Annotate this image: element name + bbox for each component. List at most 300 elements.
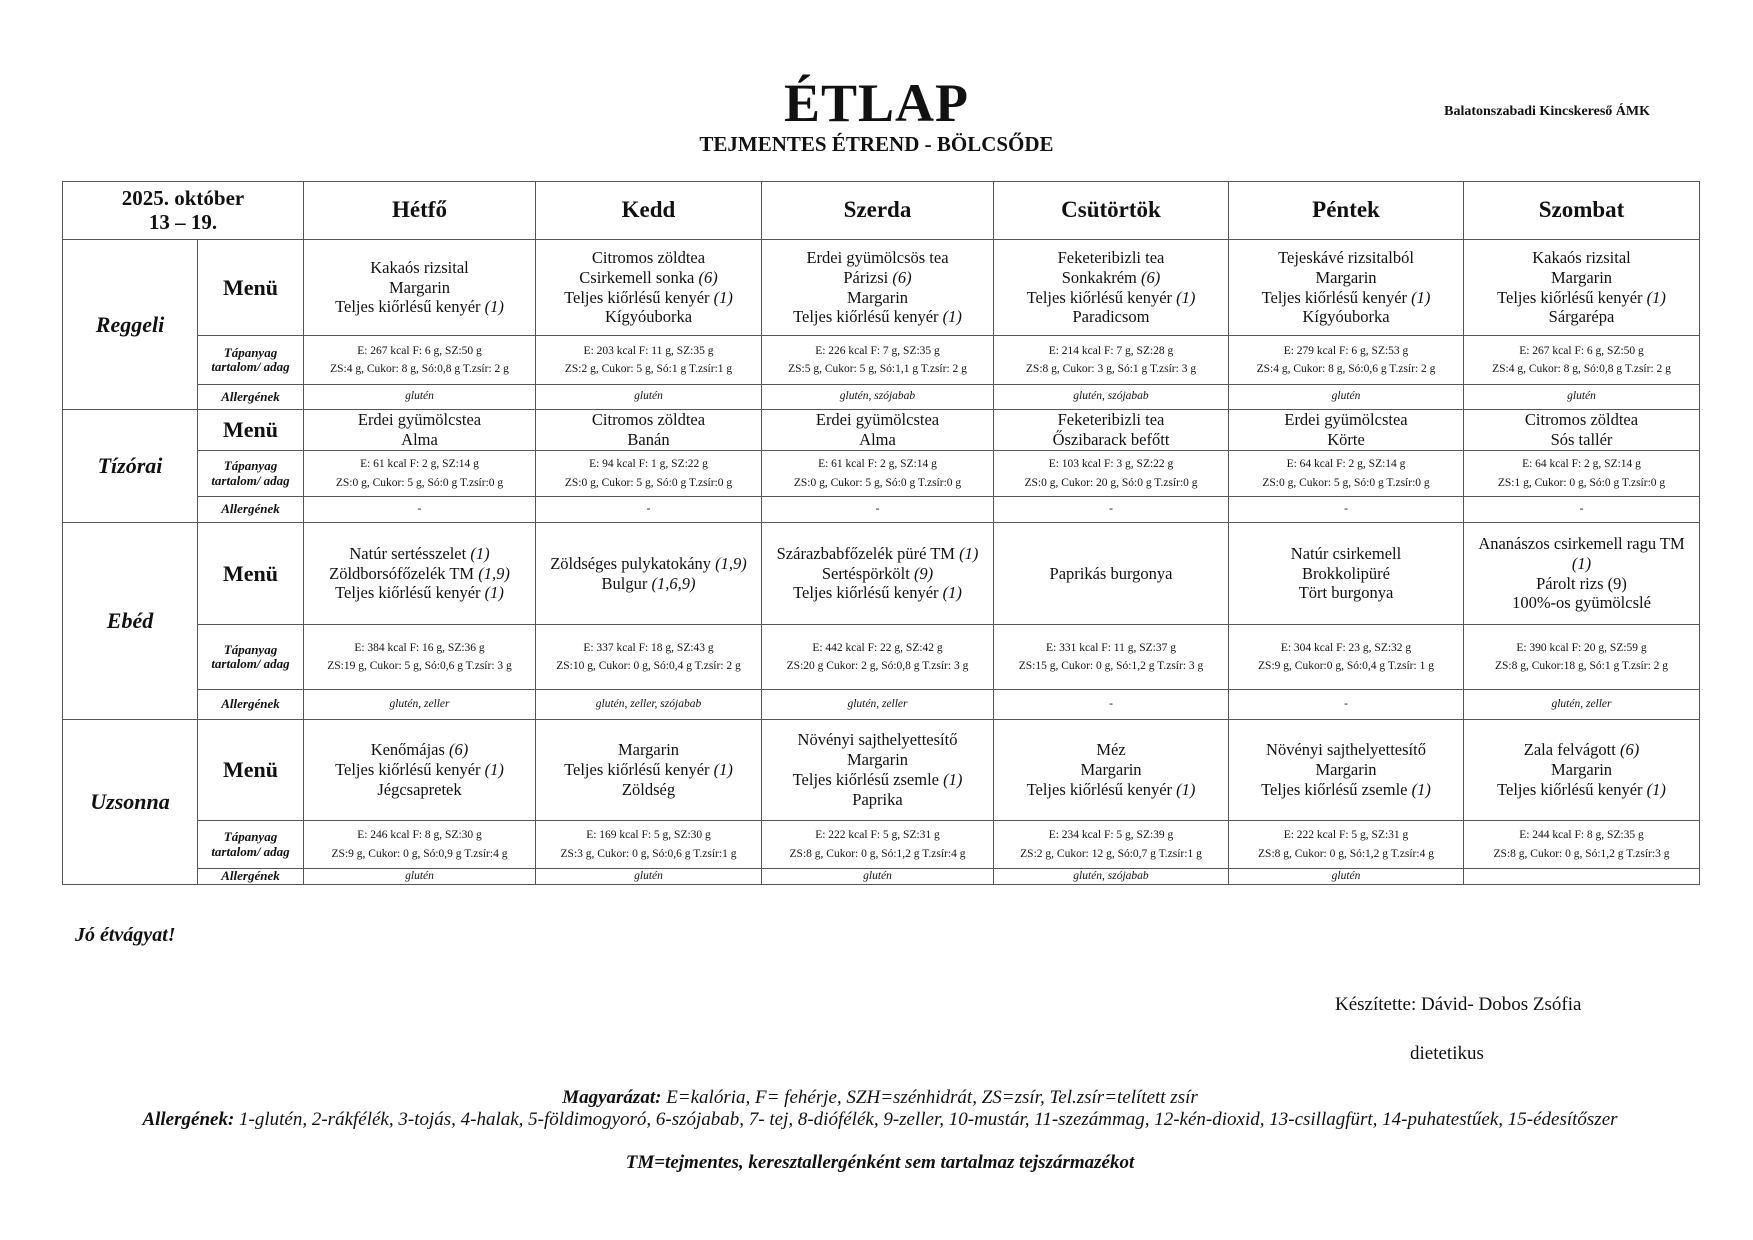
day-header: Szombat <box>1464 182 1700 240</box>
menu-item <box>1233 430 1459 450</box>
menu-item <box>1468 268 1695 288</box>
menu-item-name: Teljes kiőrlésű kenyér <box>793 307 939 327</box>
menu-row <box>63 523 1700 625</box>
menu-item-name: Margarin <box>1550 267 1613 287</box>
allergen-code: (1,6,9) <box>651 573 696 593</box>
menu-item-name: Margarin <box>1080 760 1142 780</box>
menu-item <box>308 544 531 564</box>
nutrient-cell <box>304 625 536 690</box>
menu-item-name: Kakaós rizsital <box>370 257 469 277</box>
menu-item <box>308 740 531 760</box>
nutrient-line: ZS:4 g, Cukor: 8 g, Só:0,8 g T.zsír: 2 g <box>330 363 509 375</box>
menu-item-name: Margarin <box>846 287 909 307</box>
menu-item-name: Natúr csirkemell <box>1290 543 1402 563</box>
nutrient-line: ZS:0 g, Cukor: 20 g, Só:0 g T.zsír:0 g <box>1024 476 1198 489</box>
menu-item <box>766 248 989 268</box>
menu-item <box>540 554 757 574</box>
nutrient-line: E: 226 kcal F: 7 g, SZ:35 g <box>815 344 940 357</box>
allergen-row <box>63 385 1700 410</box>
menu-item-name: Zöldséges pulykatokány <box>550 553 712 573</box>
allergen-legend-label: Allergének: <box>142 1109 235 1130</box>
menu-item <box>766 307 989 327</box>
allergen-legend-text: 1-glutén, 2-rákfélék, 3-tojás, 4-halak, 5-földimogyoró, 6-szójabab, 7- tej, 8-diófélék, 9-zeller, 10-mustár, 11-szezámmag, 12-kén-dioxid, 13-csillagfürt, 14-puhatestűek, 15-édesítőszer <box>234 1109 1618 1130</box>
menu-item <box>998 430 1224 450</box>
menu-item <box>308 780 531 800</box>
allergen-code: (1) <box>943 770 963 789</box>
allergen-cell: glutén <box>304 385 536 410</box>
allergen-code: (1) <box>1176 779 1196 799</box>
menu-cell <box>536 410 762 451</box>
allergen-cell: - <box>762 497 994 523</box>
menu-item-name: Banán <box>627 430 670 449</box>
menu-item <box>998 248 1224 268</box>
menu-item <box>1468 430 1695 450</box>
menu-item-name: Kakaós rizsital <box>1532 247 1631 267</box>
nutrient-line: ZS:1 g, Cukor: 0 g, Só:0 g T.zsír:0 g <box>1497 476 1666 489</box>
nutrient-line: ZS:0 g, Cukor: 5 g, Só:0 g T.zsír:0 g <box>793 476 962 489</box>
menu-item <box>1468 410 1695 430</box>
row-label-nutrients: Tápanyag tartalom/ adag <box>198 451 304 497</box>
nutrient-line: E: 304 kcal F: 23 g, SZ:32 g <box>1280 641 1412 654</box>
allergen-cell: - <box>536 497 762 523</box>
nutrient-line: ZS:9 g, Cukor: 0 g, Só:0,9 g T.zsír:4 g <box>331 847 508 860</box>
nutrient-cell <box>1464 451 1700 497</box>
nutrient-cell <box>536 336 762 385</box>
allergen-code: (6) <box>1619 740 1640 760</box>
nutrient-line: ZS:15 g, Cukor: 0 g, Só:1,2 g T.zsír: 3 g <box>1018 660 1204 672</box>
menu-item-name: Teljes kiőrlésű kenyér <box>1026 779 1173 799</box>
menu-cell <box>762 410 994 451</box>
menu-cell <box>536 523 762 625</box>
week-month: 2025. október <box>121 186 245 211</box>
menu-item <box>766 770 989 790</box>
menu-item-name: Sonkakrém <box>1061 267 1137 287</box>
menu-item-name: Párizsi <box>843 267 889 287</box>
page-subtitle: TEJMENTES ÉTREND - BÖLCSŐDE <box>699 132 1054 156</box>
menu-item <box>1468 593 1695 613</box>
menu-cell <box>1229 410 1464 451</box>
menu-item <box>540 780 757 800</box>
nutrient-cell <box>994 625 1229 690</box>
menu-item-name: Teljes kiőrlésű kenyér <box>793 583 939 603</box>
nutrient-line: ZS:8 g, Cukor: 3 g, Só:1 g T.zsír: 3 g <box>1025 363 1197 375</box>
nutrient-line: E: 61 kcal F: 2 g, SZ:14 g <box>818 458 937 471</box>
menu-item-name: Teljes kiőrlésű kenyér <box>335 297 481 317</box>
nutrient-cell <box>304 336 536 385</box>
menu-row <box>63 720 1700 821</box>
nutrient-row <box>63 451 1700 497</box>
menu-item-name: Citromos zöldtea <box>591 410 706 430</box>
menu-item-name: Alma <box>401 430 438 449</box>
menu-item-name: Alma <box>859 430 896 449</box>
nutrient-cell <box>1464 336 1700 385</box>
nutrient-cell <box>304 821 536 869</box>
allergen-cell: glutén <box>536 385 762 410</box>
nutrient-cell <box>1229 821 1464 869</box>
nutrient-cell <box>994 336 1229 385</box>
menu-item-name: Szárazbabfőzelék püré TM <box>776 543 955 563</box>
menu-item <box>1233 564 1459 584</box>
week-range: 13 – 19. <box>148 209 218 234</box>
nutrient-line: E: 94 kcal F: 1 g, SZ:22 g <box>589 458 708 471</box>
allergen-cell: - <box>1464 497 1700 523</box>
menu-item-name: Zöldség <box>621 779 676 799</box>
menu-item <box>1468 760 1695 780</box>
allergen-code: (1) <box>1176 287 1196 307</box>
menu-item <box>1468 780 1695 800</box>
nutrient-line: E: 244 kcal F: 8 g, SZ:35 g <box>1519 829 1644 842</box>
menu-item <box>766 790 989 810</box>
row-label-menu: Menü <box>198 523 304 625</box>
nutrient-line: ZS:8 g, Cukor: 0 g, Só:1,2 g T.zsír:4 g <box>1258 847 1434 860</box>
nutrient-line: E: 337 kcal F: 18 g, SZ:43 g <box>583 641 714 654</box>
menu-item-name: Natúr sertésszelet <box>349 543 467 563</box>
menu-cell <box>304 410 536 451</box>
allergen-code: (9) <box>913 563 934 583</box>
menu-item-name: Növényi sajthelyettesítő <box>1266 740 1426 760</box>
nutrient-cell <box>762 451 994 497</box>
menu-item <box>1233 288 1459 308</box>
nutrient-line: ZS:4 g, Cukor: 8 g, Só:0,6 g T.zsír: 2 g <box>1256 363 1436 375</box>
nutrient-line: E: 61 kcal F: 2 g, SZ:14 g <box>360 458 479 471</box>
menu-item-name: Erdei gyümölcsös tea <box>806 247 949 267</box>
nutrient-line: ZS:2 g, Cukor: 5 g, Só:1 g T.zsír:1 g <box>564 363 733 375</box>
menu-row <box>63 410 1700 451</box>
nutrient-cell <box>994 821 1229 869</box>
menu-item-name: Margarin <box>617 740 680 760</box>
row-label-menu: Menü <box>198 240 304 336</box>
menu-item-name: Ananászos csirkemell ragu TM <box>1478 533 1685 553</box>
allergen-row <box>63 690 1700 720</box>
menu-item <box>998 307 1224 327</box>
tm-note: TM=tejmentes, keresztallergénként sem tartalmaz tejszármazékot <box>625 1152 1135 1173</box>
menu-item <box>1468 288 1695 308</box>
nutrient-line: E: 103 kcal F: 3 g, SZ:22 g <box>1048 458 1174 471</box>
menu-item-name: Feketeribizli tea <box>1057 410 1165 430</box>
menu-item-name: Paradicsom <box>1072 307 1150 327</box>
menu-item <box>998 268 1224 288</box>
allergen-code: (1) <box>1411 779 1431 799</box>
nutrient-line: E: 222 kcal F: 5 g, SZ:31 g <box>1283 829 1409 842</box>
menu-item <box>998 780 1224 800</box>
nutrient-line: E: 246 kcal F: 8 g, SZ:30 g <box>357 829 482 842</box>
allergen-code: (1,9) <box>478 563 510 583</box>
menu-item <box>1233 307 1459 327</box>
nutrient-line: E: 390 kcal F: 20 g, SZ:59 g <box>1516 641 1647 654</box>
nutrient-line: ZS:8 g, Cukor: 0 g, Só:1,2 g T.zsír:3 g <box>1493 847 1670 860</box>
nutrient-line: ZS:4 g, Cukor: 8 g, Só:0,8 g T.zsír: 2 g <box>1492 363 1671 375</box>
menu-item <box>1233 410 1459 430</box>
nutrient-row <box>63 821 1700 869</box>
menu-item <box>540 307 757 327</box>
menu-item-name: Kígyóuborka <box>604 307 693 327</box>
menu-cell <box>994 240 1229 336</box>
menu-item <box>1468 248 1695 268</box>
nutrient-line: E: 267 kcal F: 6 g, SZ:50 g <box>357 344 482 357</box>
menu-item <box>308 760 531 780</box>
allergen-code: (1) <box>959 543 979 563</box>
header-row <box>63 182 1700 240</box>
nutrient-line: E: 64 kcal F: 2 g, SZ:14 g <box>1522 458 1641 471</box>
allergen-code: (6) <box>892 267 912 287</box>
nutrient-line: ZS:0 g, Cukor: 5 g, Só:0 g T.zsír:0 g <box>335 476 504 489</box>
menu-item-name: Teljes kiőrlésű kenyér <box>1497 287 1643 307</box>
menu-item-name: Tejeskávé rizsitalból <box>1278 247 1414 267</box>
nutrient-row <box>63 625 1700 690</box>
menu-item <box>766 583 989 603</box>
legend-text: E=kalória, F= fehérje, SZH=szénhidrát, ZS=zsír, Tel.zsír=telített zsír <box>661 1087 1198 1108</box>
menu-item <box>766 288 989 308</box>
menu-item-name: Zöldborsófőzelék TM <box>329 563 475 583</box>
menu-item <box>308 278 531 298</box>
menu-item <box>766 564 989 584</box>
menu-row <box>63 240 1700 336</box>
allergen-cell: glutén, zeller, szójabab <box>536 690 762 720</box>
allergen-cell: glutén <box>304 869 536 885</box>
nutrient-line: ZS:10 g, Cukor: 0 g, Só:0,4 g T.zsír: 2 g <box>556 660 741 672</box>
menu-item-name: Teljes kiőrlésű kenyér <box>335 583 481 603</box>
menu-item-name: Jégcsapretek <box>377 779 462 799</box>
row-label-allergens: Allergének <box>198 497 304 523</box>
menu-item-name: Paprikás burgonya <box>1049 563 1173 583</box>
allergen-code: (1) <box>470 543 490 563</box>
page-title: ÉTLAP <box>783 73 970 133</box>
menu-item-name: Méz <box>1096 740 1126 760</box>
nutrient-cell <box>536 451 762 497</box>
menu-item <box>766 430 989 450</box>
nutrient-line: ZS:8 g, Cukor:18 g, Só:1 g T.zsír: 2 g <box>1494 660 1669 672</box>
menu-item <box>1233 740 1459 760</box>
menu-item-name: Margarin <box>388 277 451 297</box>
nutrient-line: E: 203 kcal F: 11 g, SZ:35 g <box>583 344 714 357</box>
menu-item <box>540 574 757 594</box>
menu-item <box>308 430 531 450</box>
row-label-menu: Menü <box>198 410 304 451</box>
menu-item-name: Paprika <box>852 789 903 809</box>
menu-cell <box>536 720 762 821</box>
nutrient-line: ZS:0 g, Cukor: 5 g, Só:0 g T.zsír:0 g <box>564 476 733 489</box>
nutrient-line: ZS:2 g, Cukor: 12 g, Só:0,7 g T.zsír:1 g <box>1020 847 1202 860</box>
menu-item <box>1233 544 1459 564</box>
menu-cell <box>1464 240 1700 336</box>
allergen-code: (1) <box>484 297 504 317</box>
nutrient-cell <box>1229 625 1464 690</box>
allergen-cell <box>1464 869 1700 885</box>
nutrient-row <box>63 336 1700 385</box>
menu-item <box>308 564 531 584</box>
menu-item <box>540 288 757 308</box>
allergen-cell: - <box>304 497 536 523</box>
menu-item-name: Erdei gyümölcstea <box>1284 410 1408 430</box>
nutrient-line: E: 442 kcal F: 22 g, SZ:42 g <box>812 641 943 654</box>
nutrient-line: ZS:19 g, Cukor: 5 g, Só:0,6 g T.zsír: 3 g <box>327 660 512 672</box>
menu-item <box>308 297 531 317</box>
menu-cell <box>994 523 1229 625</box>
menu-item <box>308 583 531 603</box>
nutrient-cell <box>762 625 994 690</box>
meal-name: Ebéd <box>63 523 198 720</box>
menu-cell <box>304 240 536 336</box>
nutrient-line: ZS:9 g, Cukor:0 g, Só:0,4 g T.zsír: 1 g <box>1258 660 1434 672</box>
menu-cell <box>762 720 994 821</box>
nutrient-line: ZS:0 g, Cukor: 5 g, Só:0 g T.zsír:0 g <box>1262 476 1430 489</box>
menu-item-name: Teljes kiőrlésű zsemle <box>1261 779 1408 799</box>
menu-item-name: Erdei gyümölcstea <box>815 410 940 430</box>
nutrient-line: E: 64 kcal F: 2 g, SZ:14 g <box>1286 458 1406 471</box>
menu-item <box>540 248 757 268</box>
allergen-cell: glutén, zeller <box>762 690 994 720</box>
row-label-allergens: Allergének <box>198 869 304 885</box>
menu-item <box>308 410 531 430</box>
allergen-cell: glutén <box>1229 869 1464 885</box>
meal-name: Reggeli <box>63 240 198 410</box>
allergen-cell: - <box>1229 497 1464 523</box>
menu-item <box>998 740 1224 760</box>
menu-item-name: Növényi sajthelyettesítő <box>797 730 958 750</box>
menu-cell <box>1464 720 1700 821</box>
allergen-code: (1) <box>1646 779 1666 799</box>
nutrient-cell <box>1229 451 1464 497</box>
nutrient-line: E: 169 kcal F: 5 g, SZ:30 g <box>586 829 711 842</box>
nutrient-cell <box>1229 336 1464 385</box>
menu-item-name: Teljes kiőrlésű kenyér <box>1026 287 1173 307</box>
menu-item-name: Teljes kiőrlésű zsemle <box>792 770 939 789</box>
menu-item-name: Bulgur <box>601 573 648 593</box>
nutrient-cell <box>762 336 994 385</box>
day-header: Péntek <box>1229 182 1464 240</box>
day-header: Hétfő <box>304 182 536 240</box>
menu-item-name: Teljes kiőrlésű kenyér <box>564 287 710 307</box>
menu-item-name: Brokkolipüré <box>1302 563 1390 583</box>
nutrient-line: ZS:5 g, Cukor: 5 g, Só:1,1 g T.zsír: 2 g <box>788 363 967 375</box>
menu-item-name: Citromos zöldtea <box>591 247 706 267</box>
menu-item-name: Sárgarépa <box>1548 307 1615 327</box>
menu-item <box>1468 307 1695 327</box>
nutrient-cell <box>1464 821 1700 869</box>
menu-cell <box>304 523 536 625</box>
nutrient-cell <box>536 625 762 690</box>
menu-cell <box>762 240 994 336</box>
menu-item <box>540 410 757 430</box>
row-label-nutrients: Tápanyag tartalom/ adag <box>198 821 304 869</box>
menu-item-name: Teljes kiőrlésű kenyér <box>1497 779 1643 799</box>
menu-item-name: Margarin <box>846 750 909 770</box>
allergen-cell: glutén <box>762 869 994 885</box>
legend-label: Magyarázat: <box>562 1087 662 1108</box>
menu-cell <box>1229 240 1464 336</box>
nutrient-line: E: 279 kcal F: 6 g, SZ:53 g <box>1283 344 1409 357</box>
menu-cell <box>304 720 536 821</box>
allergen-cell: glutén <box>536 869 762 885</box>
nutrient-cell <box>1464 625 1700 690</box>
menu-cell <box>994 720 1229 821</box>
allergen-cell: glutén <box>1464 385 1700 410</box>
allergen-code: (1) <box>484 760 504 780</box>
menu-item-name: Teljes kiőrlésű kenyér <box>564 760 710 780</box>
nutrient-line: E: 214 kcal F: 7 g, SZ:28 g <box>1048 344 1174 357</box>
menu-item <box>766 544 989 564</box>
menu-item <box>766 268 989 288</box>
allergen-code: (1) <box>484 583 504 603</box>
menu-cell <box>1229 720 1464 821</box>
menu-cell <box>994 410 1229 451</box>
allergen-code: (6) <box>698 267 718 287</box>
menu-item-name: Zala felvágott <box>1523 740 1616 760</box>
allergen-code: (1) <box>1646 287 1666 307</box>
menu-cell <box>1464 523 1700 625</box>
allergen-cell: glutén, szójabab <box>762 385 994 410</box>
row-label-allergens: Allergének <box>198 690 304 720</box>
nutrient-line: E: 331 kcal F: 11 g, SZ:37 g <box>1046 641 1176 654</box>
week-date <box>63 182 304 240</box>
author-role: dietetikus <box>1410 1043 1484 1064</box>
allergen-row <box>63 497 1700 523</box>
menu-item <box>998 288 1224 308</box>
menu-item <box>1233 780 1459 800</box>
menu-item <box>1468 534 1695 574</box>
menu-table <box>62 181 1700 885</box>
allergen-code: (1) <box>713 287 733 307</box>
allergen-code: (1,9) <box>715 553 747 573</box>
menu-item-name: Kenőmájas <box>370 740 445 760</box>
menu-item <box>1233 760 1459 780</box>
menu-item <box>766 750 989 770</box>
allergen-code: (1) <box>1571 553 1592 573</box>
nutrient-line: E: 267 kcal F: 6 g, SZ:50 g <box>1519 344 1644 357</box>
menu-cell <box>1464 410 1700 451</box>
nutrient-cell <box>762 821 994 869</box>
menu-item-name: Tört burgonya <box>1298 583 1394 603</box>
menu-item <box>1233 268 1459 288</box>
day-header: Kedd <box>536 182 762 240</box>
menu-item-name: Sertéspörkölt <box>821 563 910 583</box>
row-label-allergens: Allergének <box>198 385 304 410</box>
nutrient-line: E: 234 kcal F: 5 g, SZ:39 g <box>1048 829 1174 842</box>
allergen-cell: glutén, szójabab <box>994 385 1229 410</box>
allergen-row <box>63 869 1700 885</box>
row-label-menu: Menü <box>198 720 304 821</box>
menu-item-name: Csirkemell sonka <box>579 267 695 287</box>
menu-item-name: Citromos zöldtea <box>1524 410 1639 430</box>
nutrient-line: E: 222 kcal F: 5 g, SZ:31 g <box>815 829 940 842</box>
legend-line <box>80 1087 1680 1109</box>
nutrient-line: ZS:8 g, Cukor: 0 g, Só:1,2 g T.zsír:4 g <box>789 847 966 860</box>
allergen-code: (6) <box>1141 267 1161 287</box>
nutrient-line: ZS:3 g, Cukor: 0 g, Só:0,6 g T.zsír:1 g <box>560 847 737 860</box>
row-label-nutrients: Tápanyag tartalom/ adag <box>198 625 304 690</box>
menu-cell <box>1229 523 1464 625</box>
nutrient-cell <box>994 451 1229 497</box>
nutrient-line: E: 384 kcal F: 16 g, SZ:36 g <box>354 641 485 654</box>
menu-item-name: Erdei gyümölcstea <box>357 410 482 430</box>
menu-item <box>998 410 1224 430</box>
organization-name: Balatonszabadi Kincskereső ÁMK <box>1444 104 1650 119</box>
allergen-code: (1) <box>942 583 962 603</box>
allergen-cell: glutén <box>1229 385 1464 410</box>
menu-item-name: 100%-os gyümölcslé <box>1512 593 1651 613</box>
author: Készítette: Dávid- Dobos Zsófia <box>1335 994 1582 1015</box>
allergen-cell: glutén, zeller <box>1464 690 1700 720</box>
allergen-legend <box>100 1109 1660 1131</box>
menu-item-name: Teljes kiőrlésű kenyér <box>335 760 481 780</box>
meal-name: Tízórai <box>63 410 198 523</box>
menu-item <box>1233 583 1459 603</box>
menu-item <box>1233 248 1459 268</box>
allergen-cell: glutén, szójabab <box>994 869 1229 885</box>
menu-cell <box>762 523 994 625</box>
greeting: Jó étvágyat! <box>75 924 176 946</box>
menu-item <box>540 430 757 450</box>
